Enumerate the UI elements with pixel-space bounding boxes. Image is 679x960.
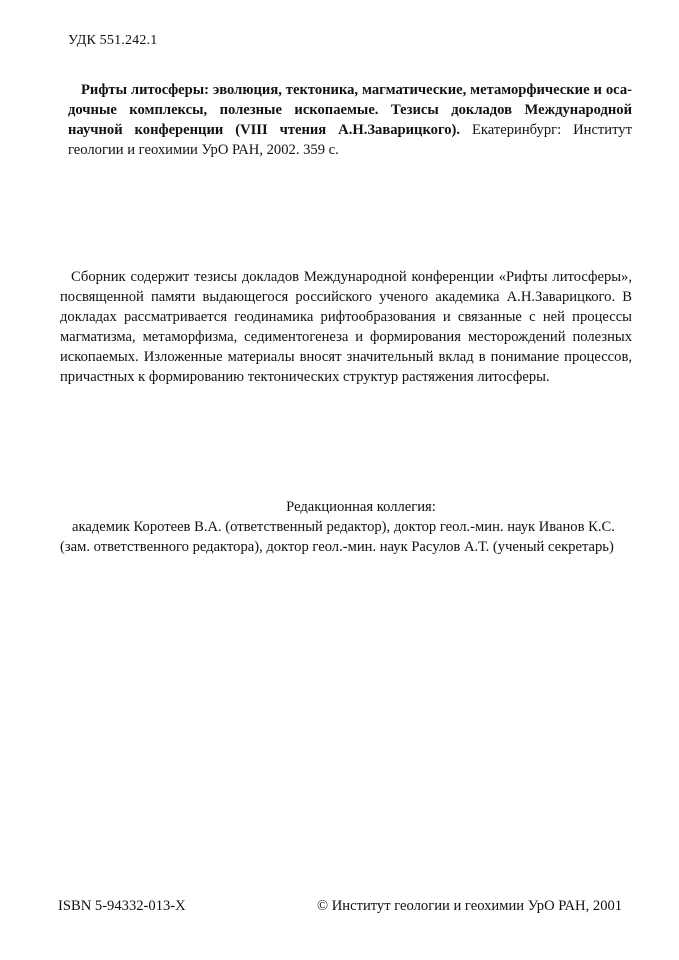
book-title: Рифты литосферы: эволюция, тектоника, магматические, метаморфические и осадочные комплексы, полезные ископаемые. Тезисы докладов Международной научной конференции (VIII чтения А.Н.Заварицкого).: [68, 82, 632, 138]
imprint: Екатеринбург: Институт геологии и геохимии УрО РАН, 2002. 359 с.: [68, 122, 632, 158]
abstract-paragraph: Сборник содержит тезисы докладов Международной конференции «Рифты литосферы», посвященной памяти выдающегося российского ученого академика А.Н.Заварицкого. В докладах рассматривается геодинамика рифтообразования и связанные с ней процессы магматизма, метаморфизма, седиментогенеза и формирования месторождений полезных ископаемых. Изложенные материалы вносят значительный вклад в понимание процессов, причастных к формированию тектонических структур растяжения литосферы.: [60, 269, 632, 385]
editorial-board-members: академик Коротеев В.А. (ответственный редактор), доктор геол.-мин. наук Иванов К.С.(зам. ответственного редактора), доктор геол.-мин. наук Расулов А.Т. (ученый секретарь): [60, 519, 615, 555]
editorial-board-title: Редакционная коллегия:: [286, 499, 436, 515]
copyright-notice: © Институт геологии и геохимии УрО РАН, 2001: [317, 898, 623, 914]
editorial-board: [60, 497, 632, 557]
udk-code: УДК 551.242.1: [68, 33, 158, 48]
bibliographic-record: [68, 80, 632, 160]
isbn: ISBN 5-94332-013-X: [58, 898, 186, 914]
